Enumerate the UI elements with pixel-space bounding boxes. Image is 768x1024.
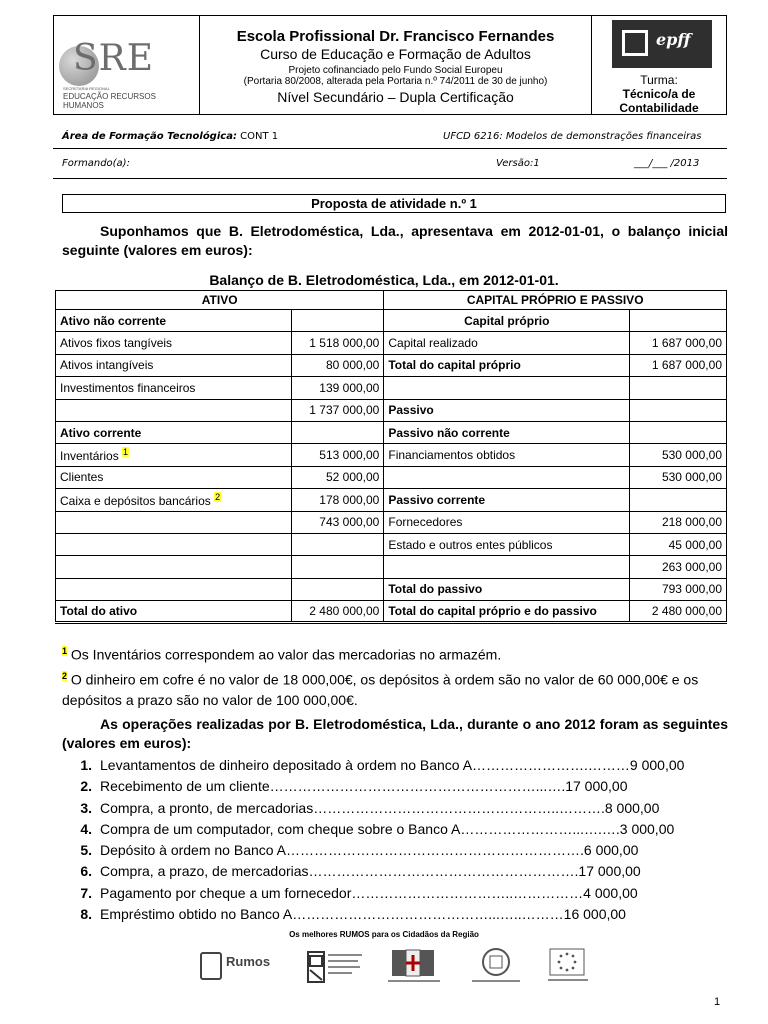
cell-right-label: Total do passivo [384, 578, 630, 600]
cell-right-value: 1 687 000,00 [630, 332, 727, 354]
portugal-coat-of-arms-icon [466, 946, 526, 988]
cell-right-label: Passivo corrente [384, 489, 630, 511]
cell-right-value: 530 000,00 [630, 466, 727, 488]
op-number: 6. [80, 863, 92, 880]
cell-left-value: 80 000,00 [292, 354, 384, 376]
cell-left-value [292, 556, 384, 578]
divider [53, 148, 727, 149]
cell-right-value [630, 421, 727, 443]
cell-left-label: Ativos fixos tangíveis [56, 332, 292, 354]
cell-left-value [292, 578, 384, 600]
area-value: CONT 1 [240, 131, 279, 142]
footnote-1-mark: 1 [62, 646, 68, 656]
total-cp-passivo-value: 2 480 000,00 [630, 601, 727, 623]
uniao-europeia-logo [546, 946, 596, 988]
inventarios-label: Inventários [60, 449, 119, 464]
school-name: Escola Profissional Dr. Francisco Fernandes [236, 28, 555, 45]
intro-paragraph: Suponhamos que B. Eletrodoméstica, Lda., apresentava em 2012-01-01, o balanço inicial seguinte (valores em euros): [62, 223, 728, 258]
turma-value-1: Técnico/a de [622, 87, 696, 101]
cell-right-label: Passivo [384, 399, 630, 421]
cell-left-label [56, 489, 292, 511]
activity-title: Proposta de atividade n.º 1 [62, 194, 726, 213]
cell-left-value: 52 000,00 [292, 466, 384, 488]
cell-right-value [630, 399, 727, 421]
cell-left-value [292, 421, 384, 443]
total-ativo-value: 2 480 000,00 [292, 601, 384, 623]
footnote-2-marker: 2 [215, 491, 221, 502]
cell-left-value: 513 000,00 [292, 444, 384, 466]
list-item [62, 757, 702, 778]
table-row [56, 556, 727, 578]
rumos-logo-text: Rumos [226, 954, 271, 969]
cell-left-label: Ativo corrente [56, 421, 292, 443]
header-title-cell [200, 16, 592, 114]
caixa-label: Caixa e depósitos bancários [60, 493, 211, 508]
total-cp-passivo-label: Total do capital próprio e do passivo [384, 601, 630, 623]
divider [53, 178, 727, 179]
footnote-2-text: O dinheiro em cofre é no valor de 18 000,00€, os depósitos à ordem são no valor de 60 000,00€ e os depósitos a prazo são no valor de 100 000,00€. [62, 671, 699, 709]
republica-portuguesa-logo [466, 946, 526, 988]
page-number: 1 [714, 996, 721, 1008]
epff-square-icon [622, 30, 648, 56]
formando-label: Formando(a): [62, 158, 130, 169]
turma-label: Turma: [640, 73, 678, 87]
cell-right-label: Passivo não corrente [384, 421, 630, 443]
op-text: Recebimento de um cliente…………………………………………………...….17 000,00 [100, 778, 628, 795]
cell-right-label [384, 377, 630, 399]
table-row [56, 354, 727, 376]
cell-left-label [56, 533, 292, 555]
cell-right-value: 1 687 000,00 [630, 354, 727, 376]
sre-logo-department: EDUCAÇÃO RECURSOS HUMANOS [63, 92, 156, 110]
cell-left-value: 1 518 000,00 [292, 332, 384, 354]
table-row [56, 444, 727, 466]
project-line: Projeto cofinanciado pelo Fundo Social Europeu [288, 65, 503, 76]
cell-left-value: 139 000,00 [292, 377, 384, 399]
op-text: Levantamentos de dinheiro depositado à ordem no Banco A…………………….………9 000,00 [100, 757, 685, 773]
list-item [62, 778, 702, 799]
op-number: 8. [80, 906, 92, 923]
footnote-1 [62, 641, 728, 666]
footnotes [62, 641, 728, 711]
area-line [62, 131, 278, 142]
qren-logo [306, 946, 366, 988]
epff-logo [612, 20, 712, 68]
list-item [62, 821, 702, 842]
header-class-cell [592, 16, 726, 114]
cell-left-value [292, 533, 384, 555]
date-field: ___/___ /2013 [634, 158, 700, 169]
balance-table [55, 290, 727, 624]
operations-intro: As operações realizadas por B. Eletrodoméstica, Lda., durante o ano 2012 foram as seguintes (valores em euros): [62, 716, 728, 751]
cell-right-value [630, 489, 727, 511]
rumos-logo [200, 946, 275, 988]
cell-left-value: 743 000,00 [292, 511, 384, 533]
epff-logo-text: epff [656, 30, 691, 49]
cell-right-value: 263 000,00 [630, 556, 727, 578]
op-number: 1. [80, 757, 92, 773]
course-name: Curso de Educação e Formação de Adultos [260, 46, 531, 62]
op-text: Compra, a pronto, de mercadorias……………………………………………..……….8 000,00 [100, 799, 660, 816]
cell-right-value: 530 000,00 [630, 444, 727, 466]
cell-left-value [292, 310, 384, 332]
cell-right-label: Total do capital próprio [384, 354, 630, 376]
op-text: Empréstimo obtido no Banco A……………………………………...…..………16 000,00 [100, 906, 626, 923]
op-number: 5. [80, 842, 92, 859]
total-ativo-label: Total do ativo [56, 601, 292, 623]
ativo-header: ATIVO [56, 291, 384, 310]
table-header-row [56, 291, 727, 310]
total-row [56, 601, 727, 623]
footnote-1-text: Os Inventários correspondem ao valor das mercadorias no armazém. [67, 646, 502, 663]
cell-left-label [56, 578, 292, 600]
table-row [56, 489, 727, 511]
cell-left-label [56, 399, 292, 421]
sre-logo-text: SRE [73, 38, 155, 79]
table-row [56, 533, 727, 555]
footnote-2-mark: 2 [62, 670, 68, 681]
turma-value-2: Contabilidade [619, 101, 699, 115]
cell-right-value: 45 000,00 [630, 533, 727, 555]
cell-right-label: Financiamentos obtidos [384, 444, 630, 466]
cell-right-value [630, 310, 727, 332]
table-row [56, 377, 727, 399]
list-item [62, 863, 702, 884]
footnote-1-marker: 1 [123, 447, 129, 458]
cell-left-label: Ativos intangíveis [56, 354, 292, 376]
cell-right-value [630, 377, 727, 399]
op-number: 4. [80, 820, 92, 837]
list-item [62, 842, 702, 863]
table-row [56, 310, 727, 332]
document-header [53, 15, 727, 115]
footer-slogan: Os melhores RUMOS para os Cidadãos da Região [289, 930, 479, 939]
turma-block [592, 73, 726, 115]
cell-right-label [384, 466, 630, 488]
cell-right-value: 218 000,00 [630, 511, 727, 533]
list-item [62, 800, 702, 821]
cell-left-label: Clientes [56, 466, 292, 488]
table-row [56, 578, 727, 600]
eu-flag-icon [546, 946, 596, 988]
rumos-emblem-icon [200, 952, 222, 980]
footnote-2 [62, 666, 728, 712]
cell-left-label: Ativo não corrente [56, 310, 292, 332]
cell-left-label [56, 556, 292, 578]
cell-left-value: 1 737 000,00 [292, 399, 384, 421]
cell-right-value: 793 000,00 [630, 578, 727, 600]
table-row [56, 332, 727, 354]
regiao-autonoma-logo [384, 946, 444, 988]
op-text: Depósito à ordem no Banco A……………………………………………………….6 000,00 [100, 842, 639, 859]
cell-right-label: Estado e outros entes públicos [384, 533, 630, 555]
cell-left-value: 178 000,00 [292, 489, 384, 511]
op-text: Pagamento por cheque a um fornecedor……………………………..……………4 000,00 [100, 884, 638, 901]
qren-icon [306, 946, 366, 988]
table-row [56, 421, 727, 443]
cell-left-label [56, 444, 292, 466]
cell-left-label: Investimentos financeiros [56, 377, 292, 399]
cell-right-label: Capital próprio [384, 310, 630, 332]
header-logo-cell [54, 16, 200, 114]
level-line: Nível Secundário – Dupla Certificação [277, 89, 514, 105]
versao-label: Versão:1 [496, 158, 540, 169]
table-row [56, 399, 727, 421]
cell-right-label [384, 556, 630, 578]
sre-logo [59, 38, 195, 110]
op-number: 7. [80, 884, 92, 901]
list-item [62, 885, 702, 906]
op-text: Compra de um computador, com cheque sobre o Banco A……………………...….….3 000,00 [100, 820, 675, 837]
table-row [56, 511, 727, 533]
op-number: 3. [80, 799, 92, 816]
capital-passivo-header: CAPITAL PRÓPRIO E PASSIVO [384, 291, 727, 310]
cell-right-label: Capital realizado [384, 332, 630, 354]
list-item [62, 906, 702, 927]
madeira-flag-icon [384, 946, 444, 988]
op-text: Compra, a prazo, de mercadorias………………………………………………….17 000,00 [100, 863, 641, 880]
table-row [56, 466, 727, 488]
area-label: Área de Formação Tecnológica: [62, 131, 237, 142]
op-number: 2. [80, 778, 92, 795]
portaria-line: (Portaria 80/2008, alterada pela Portaria n.º 74/2011 de 30 de junho) [243, 76, 548, 87]
sre-logo-subtitle: SECRETARIA REGIONAL [63, 86, 110, 91]
operations-list [62, 757, 702, 927]
cell-right-label: Fornecedores [384, 511, 630, 533]
ufcd-line: UFCD 6216: Modelos de demonstrações financeiras [443, 131, 702, 142]
cell-left-label [56, 511, 292, 533]
balance-title: Balanço de B. Eletrodoméstica, Lda., em 2012-01-01. [209, 272, 559, 288]
